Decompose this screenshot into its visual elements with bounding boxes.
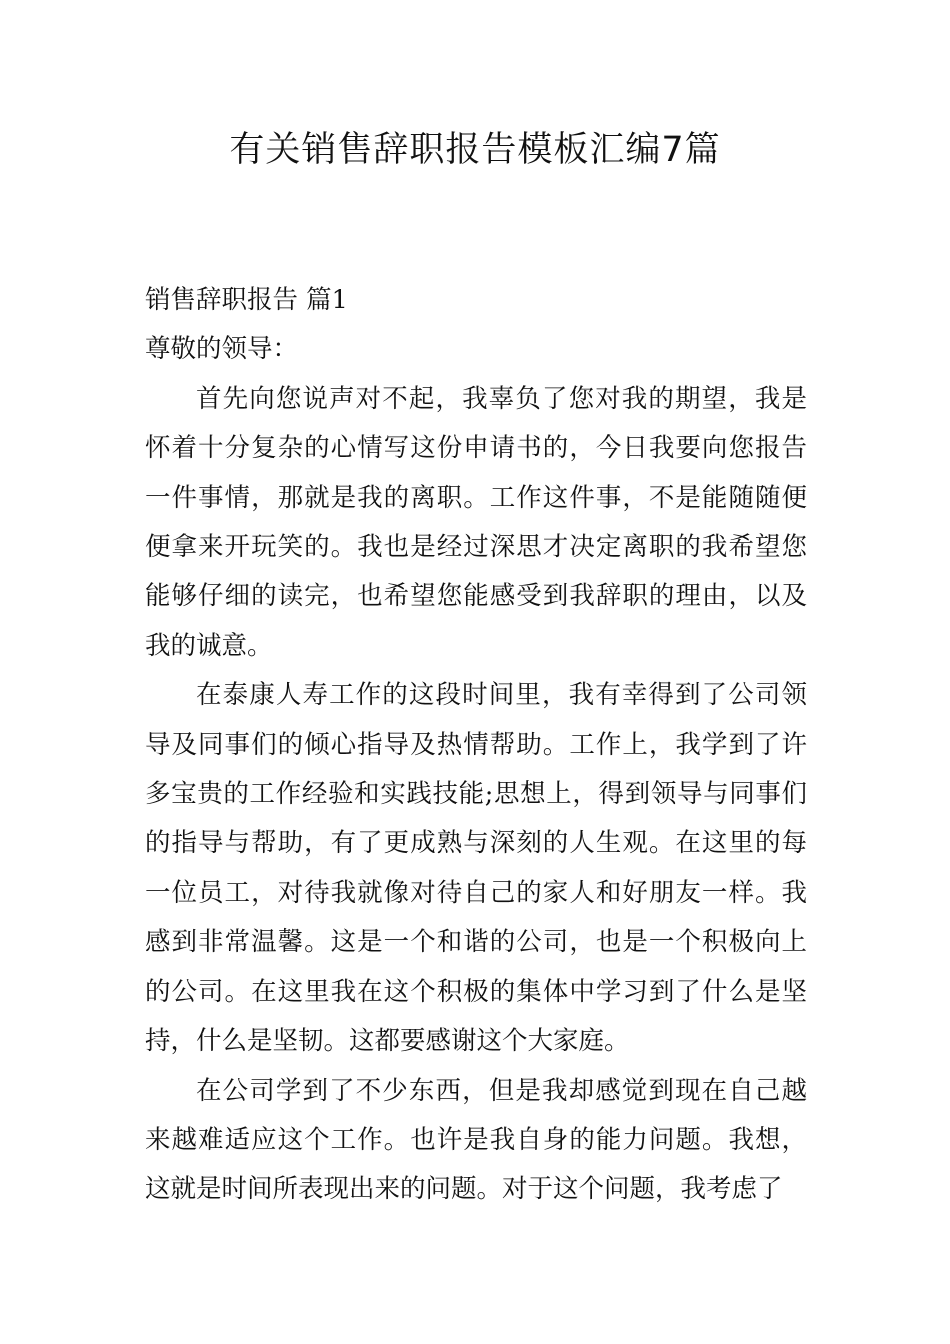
document-body — [145, 276, 807, 1215]
section-heading: 销售辞职报告 篇1 — [145, 285, 348, 315]
document-title: 有关销售辞职报告模板汇编7篇 — [229, 130, 721, 170]
paragraph-1: 首先向您说声对不起，我辜负了您对我的期望，我是怀着十分复杂的心情写这份申请书的，今日我要向您报告一件事情，那就是我的离职。工作这件事，不是能随随便便拿来开玩笑的。我也是经过深思才决定离职的我希望您能够仔细的读完，也希望您能感受到我辞职的理由，以及我的诚意。 — [145, 383, 807, 661]
paragraph-3: 在公司学到了不少东西，但是我却感觉到现在自己越来越难适应这个工作。也许是我自身的能力问题。我想，这就是时间所表现出来的问题。对于这个问题，我考虑了 — [145, 1075, 807, 1205]
salutation: 尊敬的领导： — [145, 334, 299, 365]
paragraph-2: 在泰康人寿工作的这段时间里，我有幸得到了公司领导及同事们的倾心指导及热情帮助。工作上，我学到了许多宝贵的工作经验和实践技能;思想上，得到领导与同事们的指导与帮助，有了更成熟与深刻的人生观。在这里的每一位员工，对待我就像对待自己的家人和好朋友一样。我感到非常温馨。这是一个和谐的公司，也是一个积极向上的公司。在这里我在这个积极的集体中学习到了什么是坚持，什么是坚韧。这都要感谢这个大家庭。 — [145, 680, 807, 1057]
